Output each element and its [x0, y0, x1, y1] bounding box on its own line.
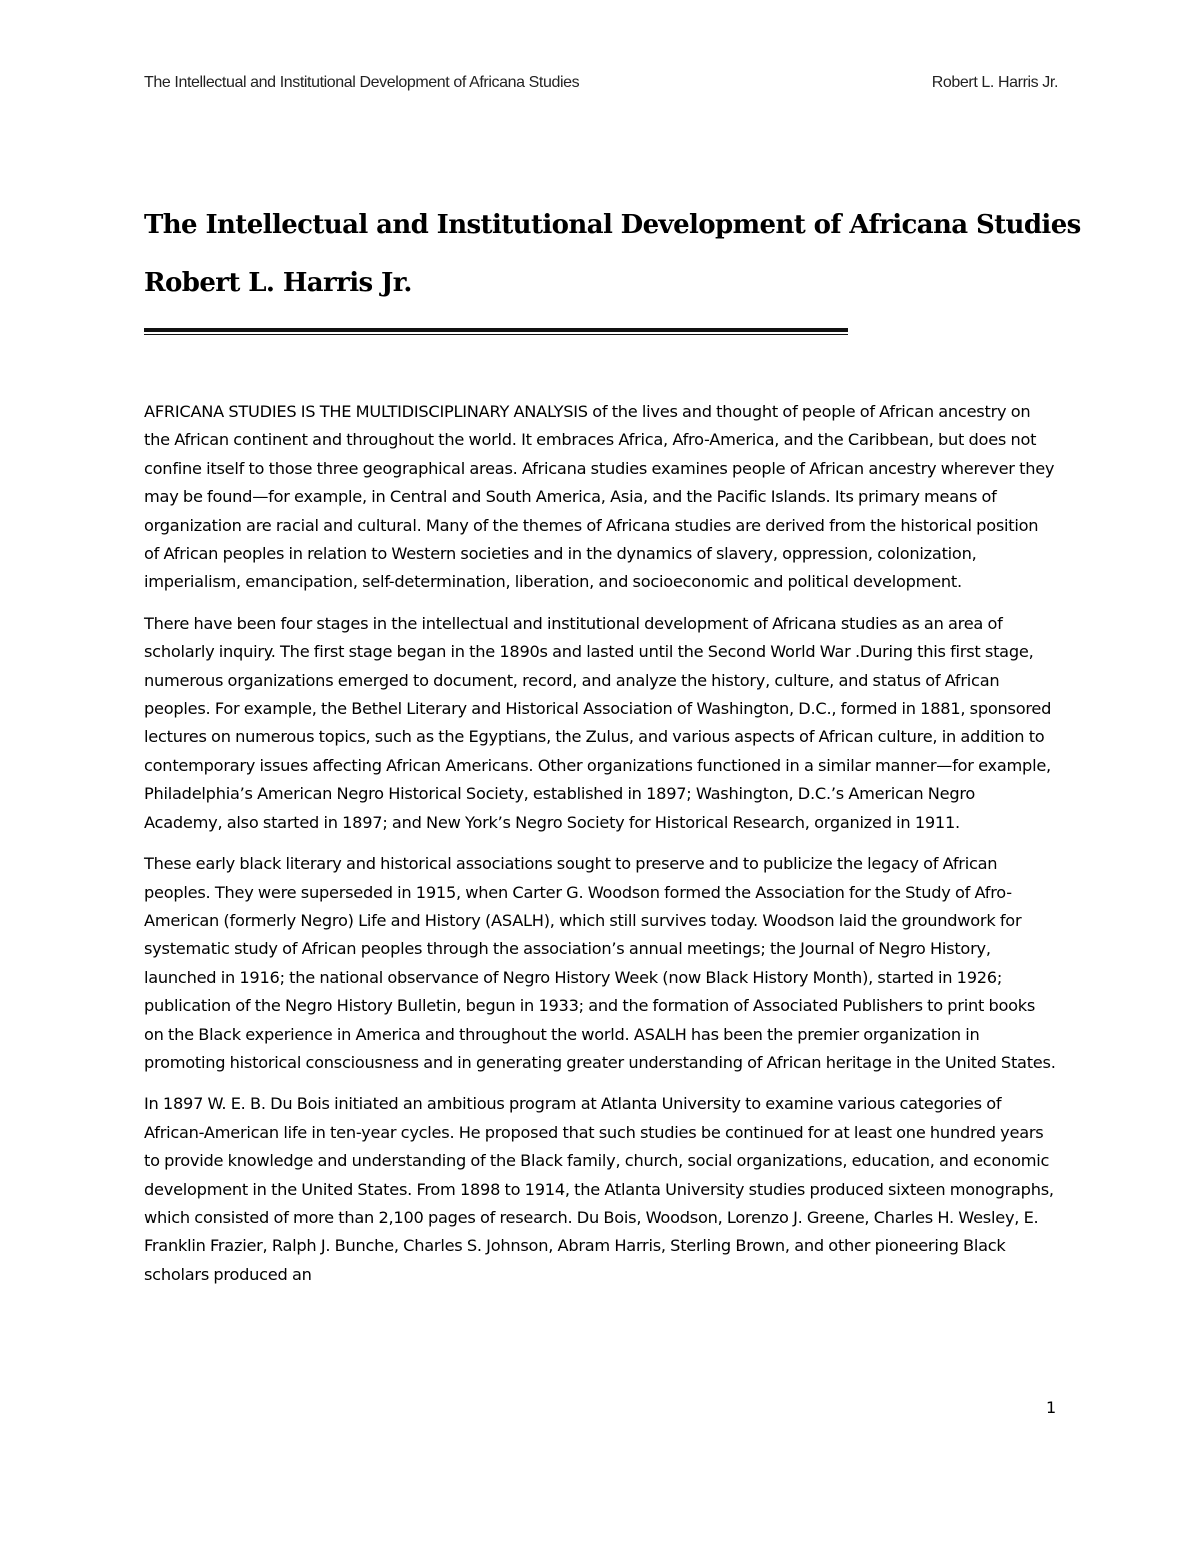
paragraph-3: These early black literary and historical associations sought to preserve and to publicize the legacy of African peoples. They were superseded in 1915, when Carter G. Woodson formed the Association for the Study of Afro-American (formerly Negro) Life and History (ASALH), which still survives today. Woodson laid the groundwork for systematic study of African peoples through the association’s annual meetings; the Journal of Negro History, launched in 1916; the national observance of Negro History Week (now Black History Month), started in 1926; publication of the Negro History Bulletin, begun in 1933; and the formation of Associated Publishers to print books on the Black experience in America and throughout the world. ASALH has been the premier organization in promoting historical consciousness and in generating greater understanding of African heritage in the United States.	[144, 854, 1056, 1072]
paragraph-2: There have been four stages in the intellectual and institutional development of Africana studies as an area of scholarly inquiry. The first stage began in the 1890s and lasted until the Second World War .During this first stage, numerous organizations emerged to document, record, and analyze the history, culture, and status of African peoples. For example, the Bethel Literary and Historical Association of Washington, D.C., formed in 1881, sponsored lectures on numerous topics, such as the Egyptians, the Zulus, and various aspects of African culture, in addition to contemporary issues affecting African Americans. Other organizations functioned in a similar manner—for example, Philadelphia’s American Negro Historical Society, established in 1897; Washington, D.C.’s American Negro Academy, also started in 1897; and New York’s Negro Society for Historical Research, organized in 1911.	[144, 613, 1052, 832]
title-divider-thick-line	[144, 328, 848, 332]
running-header-title: The Intellectual and Institutional Development of Africana Studies	[144, 74, 580, 91]
paragraph-4: In 1897 W. E. B. Du Bois initiated an ambitious program at Atlanta University to examine various categories of African-American life in ten-year cycles. He proposed that such studies be continued for at least one hundred years to provide knowledge and understanding of the Black family, church, social organizations, education, and economic development in the United States. From 1898 to 1914, the Atlanta University studies produced sixteen monographs, which consisted of more than 2,100 pages of research. Du Bois, Woodson, Lorenzo J. Greene, Charles H. Wesley, E. Franklin Frazier, Ralph J. Bunche, Charles S. Johnson, Abram Harris, Sterling Brown, and other pioneering Black scholars produced an	[144, 1094, 1054, 1284]
body-text	[144, 398, 1056, 1302]
title-divider	[144, 328, 848, 335]
document-author: Robert L. Harris Jr.	[144, 268, 412, 298]
document-title: The Intellectual and Institutional Development of Africana Studies	[144, 210, 1081, 240]
running-header	[144, 74, 1058, 92]
page-number: 1	[1046, 1398, 1057, 1417]
title-divider-thin-line	[144, 334, 848, 335]
paragraph-1: AFRICANA STUDIES IS THE MULTIDISCIPLINARY ANALYSIS of the lives and thought of people of African ancestry on the African continent and throughout the world. It embraces Africa, Afro-America, and the Caribbean, but does not confine itself to those three geographical areas. Africana studies examines people of African ancestry wherever they may be found—for example, in Central and South America, Asia, and the Pacific Islands. Its primary means of organization are racial and cultural. Many of the themes of Africana studies are derived from the historical position of African peoples in relation to Western societies and in the dynamics of slavery, oppression, colonization, imperialism, emancipation, self-determination, liberation, and socioeconomic and political development.	[144, 402, 1055, 592]
title-block	[144, 196, 1094, 312]
running-header-author: Robert L. Harris Jr.	[931, 74, 1058, 91]
